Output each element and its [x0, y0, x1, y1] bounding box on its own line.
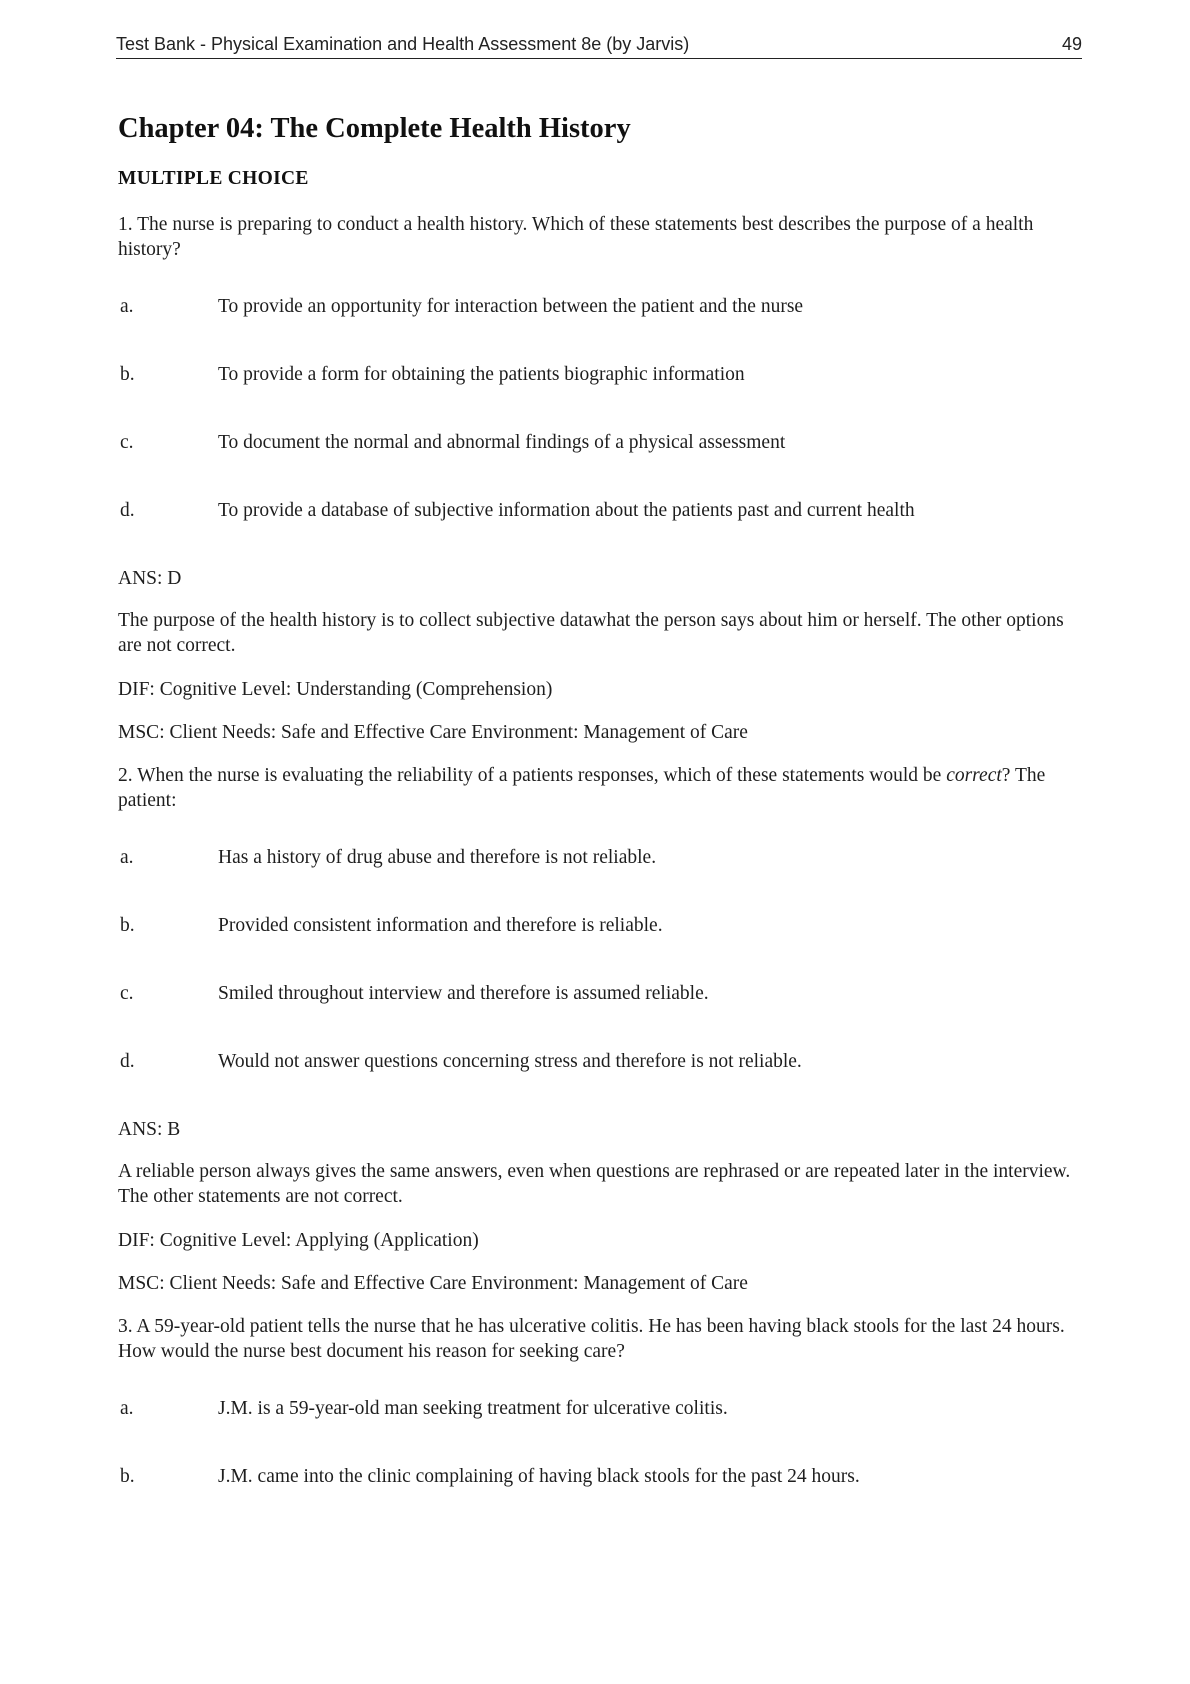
option-letter: b. [120, 364, 135, 385]
option-text: J.M. came into the clinic complaining of having black stools for the past 24 hours. [218, 1466, 860, 1487]
option-letter: b. [120, 915, 135, 936]
difficulty-level: DIF: Cognitive Level: Understanding (Comprehension) [118, 679, 553, 700]
stem-text: 2. When the nurse is evaluating the reliability of a patients responses, which of these statements would be [118, 765, 947, 786]
option-letter: c. [120, 983, 134, 1004]
answer-key: ANS: B [118, 1119, 181, 1140]
option-text: Provided consistent information and therefore is reliable. [218, 915, 663, 936]
stem-text: ? The patient: [118, 765, 1046, 811]
page-number: 49 [1061, 34, 1082, 54]
option-item [118, 1049, 1084, 1074]
option-text: To provide a form for obtaining the patients biographic information [218, 364, 745, 385]
option-item [118, 913, 1084, 938]
header-title: Test Bank - Physical Examination and Health Assessment 8e (by Jarvis) [116, 34, 690, 54]
question-stem: 1. The nurse is preparing to conduct a health history. Which of these statements best describes the purpose of a health history? [118, 214, 1034, 260]
page-content [118, 112, 1084, 1532]
option-list [118, 294, 1084, 523]
rationale: A reliable person always gives the same answers, even when questions are rephrased or are repeated later in the interview. The other statements are not correct. [118, 1161, 1071, 1207]
option-item [118, 294, 1084, 319]
option-letter: d. [120, 500, 135, 521]
option-text: To provide an opportunity for interaction between the patient and the nurse [218, 296, 804, 317]
option-item [118, 1464, 1084, 1489]
option-text: Smiled throughout interview and therefore is assumed reliable. [218, 983, 709, 1004]
client-needs: MSC: Client Needs: Safe and Effective Care Environment: Management of Care [118, 722, 748, 743]
option-letter: a. [120, 296, 134, 317]
question-2 [118, 763, 1084, 1296]
question-stem [118, 763, 1084, 813]
option-letter: c. [120, 432, 134, 453]
option-item [118, 498, 1084, 523]
option-list [118, 845, 1084, 1074]
option-text: To document the normal and abnormal findings of a physical assessment [218, 432, 786, 453]
stem-emphasis: correct [946, 765, 1002, 786]
option-text: Would not answer questions concerning stress and therefore is not reliable. [218, 1051, 802, 1072]
option-item [118, 362, 1084, 387]
option-item [118, 1396, 1084, 1421]
option-letter: a. [120, 847, 134, 868]
section-title: MULTIPLE CHOICE [118, 168, 309, 189]
question-1 [118, 212, 1084, 745]
option-item [118, 845, 1084, 870]
option-letter: b. [120, 1466, 135, 1487]
answer-key: ANS: D [118, 568, 182, 589]
option-text: J.M. is a 59-year-old man seeking treatment for ulcerative colitis. [218, 1398, 728, 1419]
option-list [118, 1396, 1084, 1489]
option-text: Has a history of drug abuse and therefore is not reliable. [218, 847, 657, 868]
option-item [118, 981, 1084, 1006]
rationale: The purpose of the health history is to collect subjective datawhat the person says about him or herself. The other options are not correct. [118, 610, 1064, 656]
question-stem: 3. A 59-year-old patient tells the nurse that he has ulcerative colitis. He has been having black stools for the last 24 hours. How would the nurse best document his reason for seeking care? [118, 1316, 1065, 1362]
question-3 [118, 1314, 1084, 1489]
option-letter: d. [120, 1051, 135, 1072]
client-needs: MSC: Client Needs: Safe and Effective Care Environment: Management of Care [118, 1273, 748, 1294]
difficulty-level: DIF: Cognitive Level: Applying (Application) [118, 1230, 479, 1251]
option-letter: a. [120, 1398, 134, 1419]
option-text: To provide a database of subjective information about the patients past and current health [218, 500, 915, 521]
chapter-title: Chapter 04: The Complete Health History [118, 113, 631, 144]
page-header [116, 32, 1082, 59]
option-item [118, 430, 1084, 455]
